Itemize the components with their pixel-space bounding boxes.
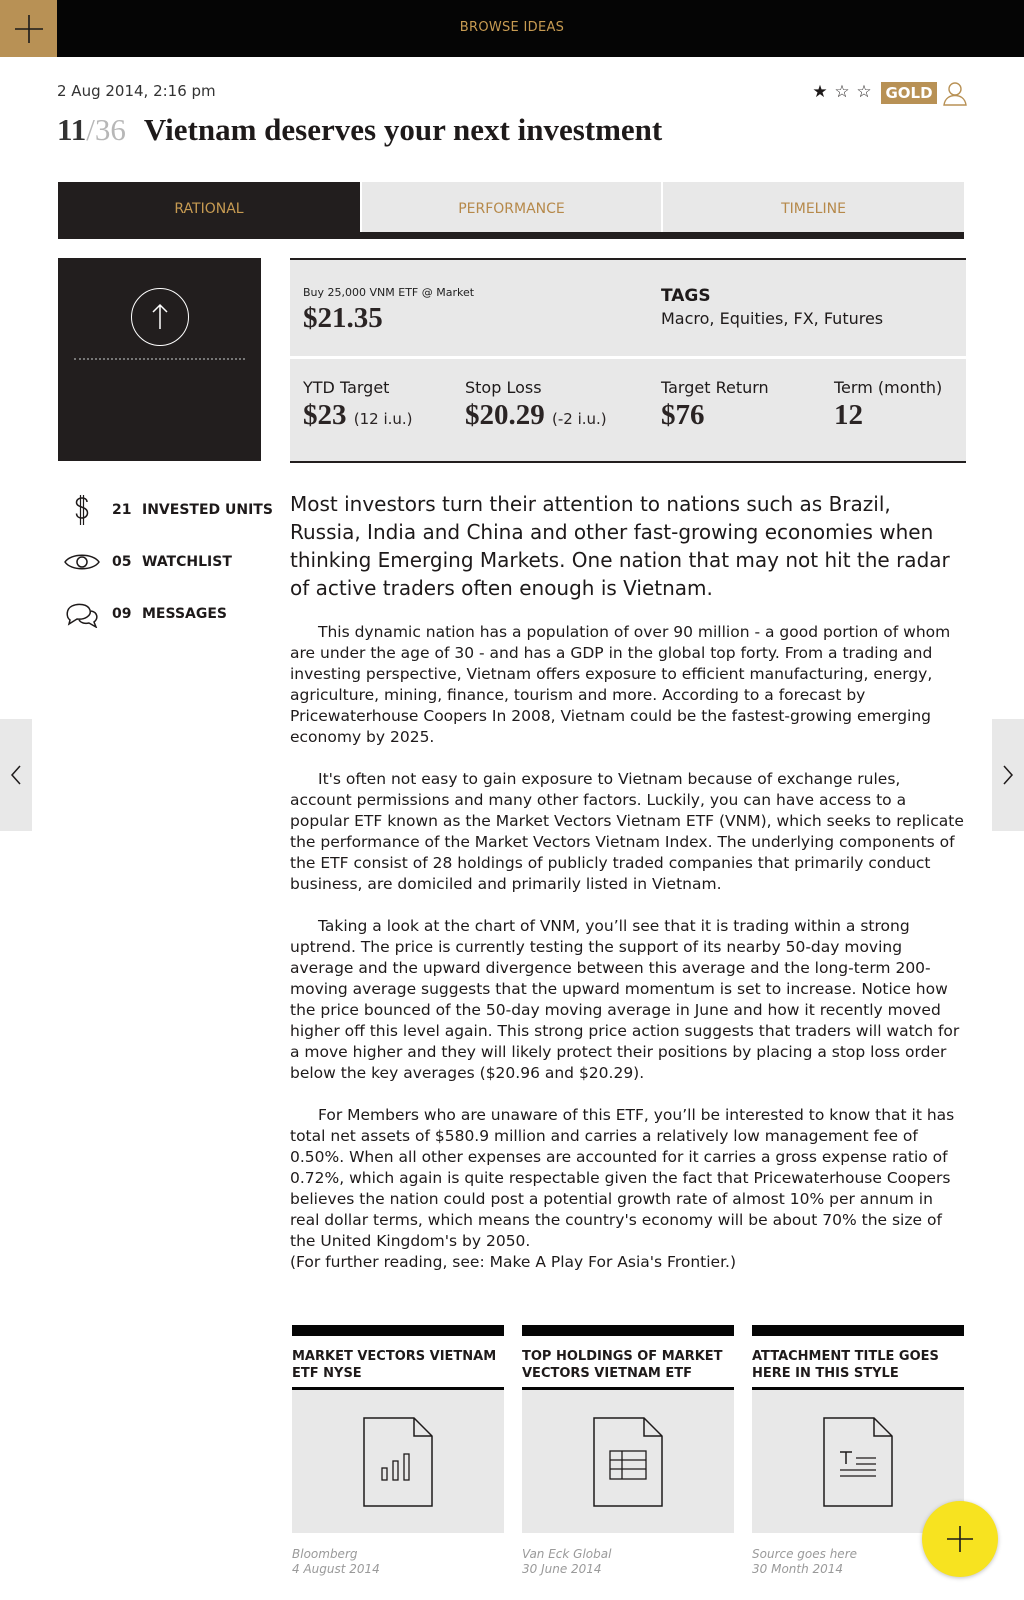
chevron-left-icon [9,764,23,786]
chat-icon-wrap [58,594,106,634]
idea-index-total: /36 [86,112,126,147]
metric-count: 05 [112,554,132,570]
vote-card [58,258,261,461]
order-description: Buy 25,000 VNM ETF @ Market [303,286,475,299]
user-icon[interactable] [942,80,968,106]
article-body [290,622,964,1294]
add-floating-button[interactable] [922,1501,998,1577]
attachment-title: MARKET VECTORS VIETNAM ETF NYSE [292,1349,497,1381]
stat-target-return [661,378,769,432]
next-idea-button[interactable] [992,719,1024,831]
stat-label: YTD Target [303,378,390,397]
top-bar [0,0,1024,57]
eye-icon-wrap [58,542,106,582]
attachment-top-bar [752,1325,964,1336]
attachment-source [522,1547,734,1577]
stat-value [834,399,942,432]
metric-label: INVESTED UNITS [142,502,273,518]
chat-icon [64,600,100,628]
stat-value [303,399,413,432]
tags-heading: TAGS [661,286,711,306]
attachment-card[interactable] [292,1325,504,1577]
table-document-icon [592,1416,664,1508]
stat-value [465,399,607,432]
idea-index-current: 11 [57,112,87,147]
upvote-button[interactable] [131,288,189,346]
stat-amount: $23 [303,399,347,431]
metric-watchlist[interactable] [58,542,232,582]
attachment-card[interactable] [522,1325,734,1577]
attachment-title: ATTACHMENT TITLE GOES HERE IN THIS STYLE [752,1349,939,1381]
star-empty-icon[interactable]: ☆ [834,82,850,102]
attachment-source [292,1547,504,1577]
gold-badge: GOLD [881,82,937,104]
metric-invested-units[interactable] [58,490,273,530]
dollar-icon-wrap [58,490,106,530]
previous-idea-button[interactable] [0,719,32,831]
attachment-date: 30 Month 2014 [752,1562,844,1576]
attachment-source-name: Bloomberg [292,1547,358,1561]
stat-amount: 12 [834,399,863,431]
attachment-source-name: Van Eck Global [522,1547,612,1561]
attachment-date: 30 June 2014 [522,1562,602,1576]
attachment-top-bar [292,1325,504,1336]
stat-amount: $20.29 [465,399,545,431]
article-lead: Most investors turn their attention to nations such as Brazil, Russia, India and China and other fast-growing economies when thinking Emerging Markets. One nation that may not hit the radar of active traders often enough is Vietnam. [290,492,950,600]
attachment-date: 4 August 2014 [292,1562,380,1576]
stat-term [834,378,942,432]
tab-underline [58,232,964,239]
tab-timeline[interactable]: TIMELINE [663,182,964,232]
metric-count: 21 [112,502,132,518]
stat-stop-loss [465,378,607,432]
article-paragraph: Taking a look at the chart of VNM, you’ll see that it is trading within a strong uptrend. The price is currently testing the support of its nearby 50-day moving average and the upward divergence between this average and the long-term 200-moving average suggests that the upward momentum is set to increase. Notice how the price bounced of the 50-day moving average in June and how it recently moved higher off this level again. This strong price action suggests that traders will watch for a move higher and they will likely protect their positions by placing a stop loss order below the key averages ($20.96 and $20.29). [290,917,960,1082]
page-title [57,112,662,148]
stat-label: Term (month) [834,378,943,397]
article-paragraph: It's often not easy to gain exposure to Vietnam because of exchange rules, account permissions and many other factors. Luckily, you can have access to a popular ETF known as the Market Vectors Vietnam ETF (VNM), which seeks to replicate the performance of the Market Vectors Vietnam Index. The underlying components of the ETF consist of 28 holdings of publicly traded companies that primarily conduct business, are domiciled and primarily listed in Vietnam. [290,770,964,893]
star-empty-icon[interactable]: ☆ [856,82,872,102]
trade-summary [290,258,966,463]
stat-value [661,399,769,432]
text-document-icon [822,1416,894,1508]
eye-icon [63,550,101,574]
idea-date: 2 Aug 2014, 2:16 pm [57,82,216,100]
dotted-divider [74,358,245,360]
attachment-title: TOP HOLDINGS OF MARKET VECTORS VIETNAM ETF [522,1349,723,1381]
chart-document-icon [362,1416,434,1508]
arrow-up-icon [131,288,189,346]
dollar-icon [70,494,94,526]
plus-icon [945,1524,975,1554]
star-filled-icon[interactable]: ★ [812,82,828,102]
entry-price: $21.35 [303,302,383,334]
trade-divider [290,356,966,359]
attachment-top-bar [522,1325,734,1336]
stat-amount: $76 [661,399,705,431]
metric-label: MESSAGES [142,606,228,622]
attachment-thumbnail[interactable] [292,1390,504,1533]
article-paragraph: For Members who are unaware of this ETF, you’ll be interested to know that it has total net assets of $580.9 million and carries a relatively low management fee of 0.50%. When all other expenses are accounted for it carries a gross expense ratio of 0.72%, which again is quite respectable given the fact that Pricewaterhouse Coopers believes the nation could post a potential growth rate of almost 10% per annum in real dollar terms, which means the country's economy will be about 70% the size of the United Kingdom's by 2050. [290,1106,955,1250]
tags-list: Macro, Equities, FX, Futures [661,309,884,328]
stat-note: (-2 i.u.) [552,410,607,428]
attachment-source-name: Source goes here [752,1547,858,1561]
tab-bar [58,182,964,239]
stat-label: Stop Loss [465,378,542,397]
tab-rational[interactable]: RATIONAL [58,182,360,232]
star-rating[interactable] [810,82,874,102]
stat-label: Target Return [661,378,769,397]
idea-title: Vietnam deserves your next investment [143,112,663,147]
browse-ideas-link[interactable]: BROWSE IDEAS [459,20,565,35]
attachment-thumbnail[interactable] [522,1390,734,1533]
stat-ytd-target [303,378,413,432]
tab-performance[interactable]: PERFORMANCE [362,182,661,232]
metric-count: 09 [112,606,132,622]
stat-note: (12 i.u.) [353,410,413,428]
chevron-right-icon [1001,764,1015,786]
metric-label: WATCHLIST [142,554,232,570]
metric-messages[interactable] [58,594,227,634]
further-reading-link[interactable]: (For further reading, see: Make A Play For Asia's Frontier.) [290,1253,737,1271]
article-paragraph: This dynamic nation has a population of over 90 million - a good portion of whom are under the age of 30 - and has a GDP in the global top forty. From a trading and investing perspective, Vietnam offers exposure to efficient manufacturing, energy, agriculture, mining, finance, tourism and more. According to a forecast by Pricewaterhouse Coopers In 2008, Vietnam could be the fastest-growing emerging economy by 2025. [290,623,951,746]
